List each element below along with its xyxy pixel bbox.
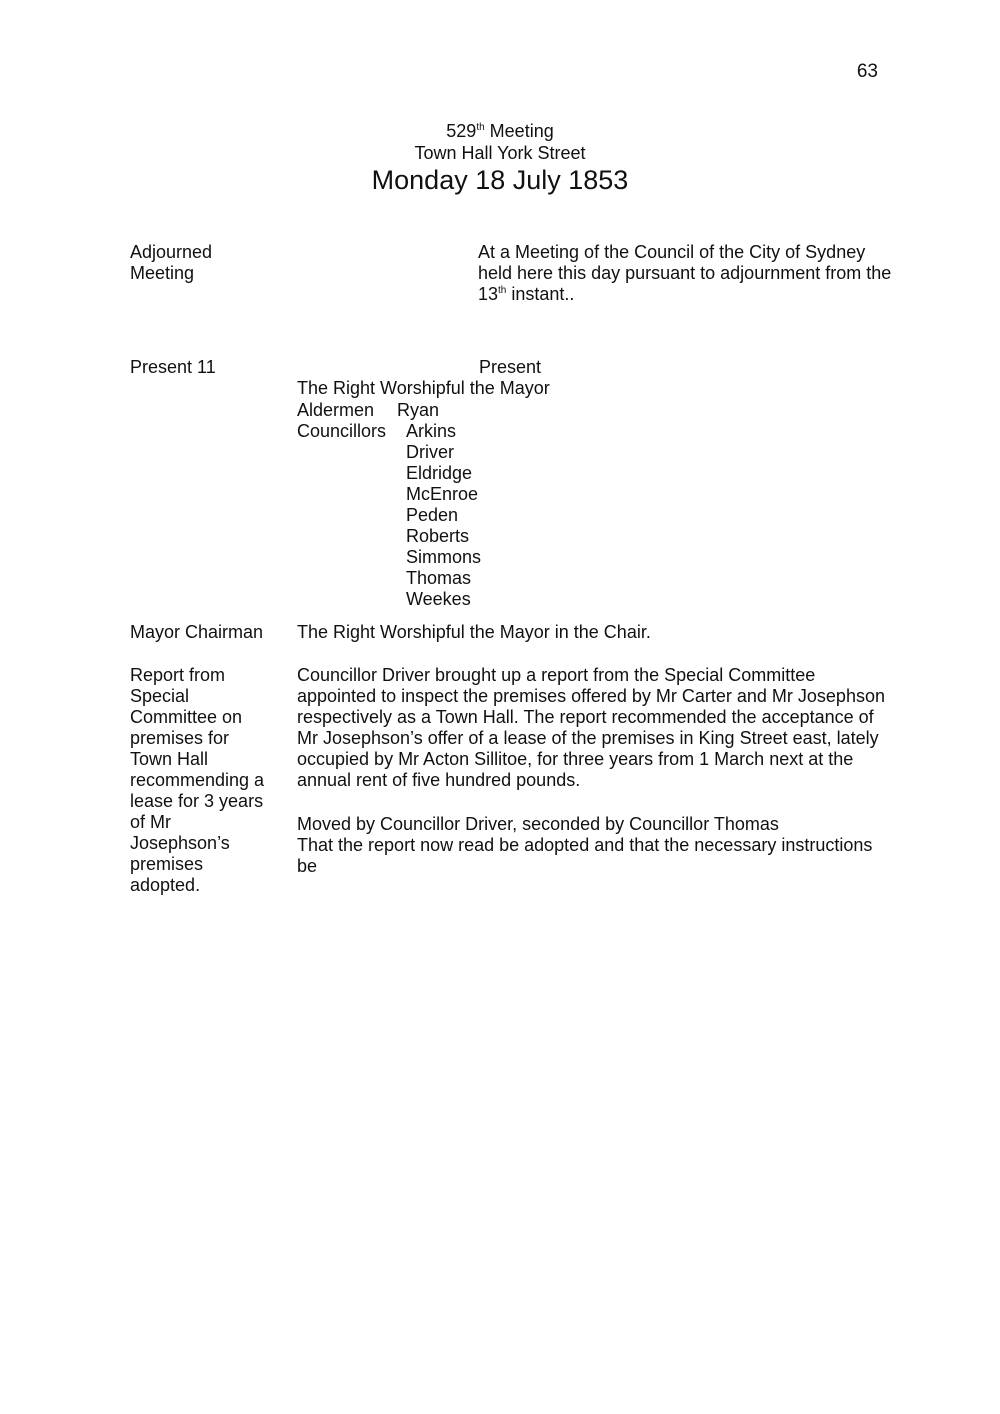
alderman-name: Ryan xyxy=(397,400,440,420)
councillor-name: Thomas xyxy=(406,568,472,588)
present-heading: Present xyxy=(479,357,542,377)
councillors-label: Councillors xyxy=(297,421,387,441)
councillor-name: Driver xyxy=(406,442,454,462)
councillor-name: Eldridge xyxy=(406,463,473,483)
meeting-venue: Town Hall York Street xyxy=(414,143,586,163)
report-paragraph: Councillor Driver brought up a report from the Special Committee appointed to inspect the premises offered by Mr Carter and Mr Josephson respectively as a Town Hall. The report recommended the acceptance of Mr Josephson’s offer of a lease of the premises in King Street east, lately occupied by Mr Acton Sillitoe, for three years from 1 March next at the annual rent of five hundred pounds. xyxy=(297,665,885,790)
meeting-date: Monday 18 July 1853 xyxy=(371,165,629,195)
page-number: 63 xyxy=(856,61,878,82)
motion-paragraph: Moved by Councillor Driver, seconded by Councillor Thomas That the report now read be adopted and that the necessary instructions be xyxy=(297,814,873,876)
aldermen-label: Aldermen xyxy=(297,400,375,420)
meeting-number: 529th Meeting xyxy=(446,121,554,141)
councillor-name: Roberts xyxy=(406,526,470,546)
adjourned-paragraph: At a Meeting of the Council of the City of Sydney held here this day pursuant to adjournment from the 13th instant.. xyxy=(478,242,892,304)
councillor-name: Peden xyxy=(406,505,459,525)
councillor-name: McEnroe xyxy=(406,484,479,504)
adjourned-margin-note: Adjourned Meeting xyxy=(130,242,213,283)
chair-paragraph: The Right Worshipful the Mayor in the Chair. xyxy=(297,622,651,642)
councillors-list xyxy=(406,421,481,610)
present-margin-note: Present 11 xyxy=(130,357,216,377)
chair-margin-note: Mayor Chairman xyxy=(130,622,264,642)
councillor-name: Simmons xyxy=(406,547,482,567)
report-margin-note: Report from Special Committee on premises for Town Hall recommending a lease for 3 years of Mr Josephson’s premises adopted. xyxy=(130,665,265,895)
present-mayor-line: The Right Worshipful the Mayor xyxy=(297,378,550,398)
councillor-name: Arkins xyxy=(406,421,457,441)
councillor-name: Weekes xyxy=(406,589,471,609)
